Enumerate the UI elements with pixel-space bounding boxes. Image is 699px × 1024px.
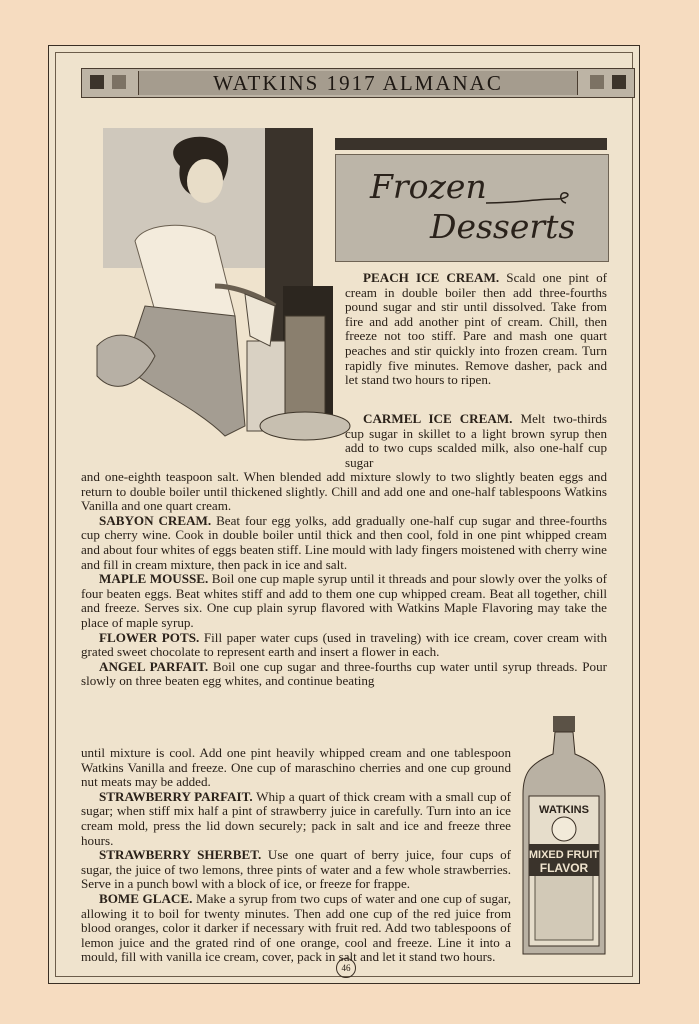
recipe-title: STRAWBERRY PARFAIT.: [99, 788, 253, 804]
recipe-body: Fill paper water cups (used in traveling) with ice cream, cover cream with grated sweet chocolate to represent earth and insert a flower in each.: [81, 629, 607, 660]
recipe-title: FLOWER POTS.: [99, 629, 200, 645]
recipe-strawberry-sherbet: [81, 848, 511, 892]
recipe-body: Scald one pint of cream in double boiler then add three-fourths pound sugar and stir until dissolved. Take from fire and add another pint of cream. Chill, then freeze not too stiff. Pare and mash one quart peaches and stir quickly into frozen cream. Turn rapidly five minutes. Remove dasher, pack and let stand two hours to ripen.: [345, 270, 607, 388]
recipe-title: BOME GLACE.: [99, 890, 193, 906]
bottle-label-line1: MIXED FRUIT: [528, 849, 600, 861]
recipe-angel-part2: [81, 746, 511, 790]
recipe-body: Whip a quart of thick cream with a small cup of sugar; when stiff mix half a pint of strawberry juice in carefully. Turn into an ice cream mold, press the lid down securely; pack in salt and ice and freeze three hours.: [81, 788, 511, 848]
banner-ornament: [112, 75, 126, 89]
recipe-flower-pots: [81, 631, 607, 660]
heading-line-2: Desserts: [430, 207, 576, 246]
recipe-sabyon: [81, 514, 607, 572]
recipe-body: Melt two-thirds cup sugar in skillet to a light brown syrup then add to two cups scalded milk, also one-half cup sugar: [345, 411, 607, 470]
recipe-title: PEACH ICE CREAM.: [363, 270, 500, 285]
recipe-title: ANGEL PARFAIT.: [99, 658, 209, 674]
banner-ornament: [590, 75, 604, 89]
banner-title: WATKINS 1917 ALMANAC: [138, 71, 578, 95]
bottle-brand: WATKINS: [539, 804, 589, 816]
recipe-body: Boil one cup maple syrup until it threads and pour slowly over the yolks of four beaten eggs. Beat whites stiff and add to them one cup whipped cream. Beat all together, chill and freeze. Serves six. One cup plain syrup flavored with Watkins Maple Flavoring may take the place of maple syrup.: [81, 571, 608, 630]
bottle-label-line2: FLAVOR: [539, 861, 589, 875]
recipe-bome-glace: [81, 892, 511, 965]
recipe-body: Use one quart of berry juice, four cups of sugar, the juice of two lemons, three pints of water and a few whole strawberries. Serve in a punch bowl with a block of ice, or freeze for frappe.: [81, 847, 511, 892]
recipe-body: Boil one cup sugar and three-fourths cup water until syrup threads. Pour slowly on three beaten egg whites, and continue beating: [81, 658, 608, 689]
section-heading-box: [335, 154, 609, 262]
almanac-banner: [81, 68, 635, 98]
recipe-body: Beat four egg yolks, add gradually one-half cup sugar and three-fourths cup cherry wine. Cook in double boiler until thick and then cool, fold in one pint whipped cream and about four whites of eggs beaten stiff. Line mould with lady fingers moistened with cherry wine and fill in cream mixture, then pack in ice and salt.: [81, 512, 607, 572]
recipe-body: and one-eighth teaspoon salt. When blended add mixture slowly to two slightly beaten eggs and return to double boiler until thickened slightly. Chill and add one and one-half tablespoons Watkins Vanilla and one quart cream.: [81, 469, 607, 514]
recipe-body: until mixture is cool. Add one pint heavily whipped cream and one tablespoon Watkins Vanilla and freeze. One cup of maraschino cherries and one cup ground nut meats may be added.: [81, 745, 511, 790]
recipe-body: Make a syrup from two cups of water and one cup of sugar, allowing it to boil for twenty minutes. Then add one cup of the red juice from blood oranges, color it darker if necessary with fruit red. Add two tablespoons of lemon juice and the grated rind of one orange, cool and freeze. Line it into a mould, fill with vanilla ice cream, cover, pack in salt and let it stand two hours.: [81, 890, 511, 965]
recipes-left-column: [81, 746, 511, 965]
banner-ornament: [612, 75, 626, 89]
page-number: 46: [336, 958, 356, 978]
banner-ornament: [90, 75, 104, 89]
recipe-title: SABYON CREAM.: [99, 512, 212, 528]
heading-line-1: Frozen: [370, 167, 487, 206]
almanac-page: [48, 45, 640, 984]
recipe-carmel-part1: [345, 412, 607, 470]
recipe-carmel-part2: [81, 470, 607, 514]
recipe-title: CARMEL ICE CREAM.: [363, 411, 513, 426]
recipe-maple: [81, 572, 607, 630]
recipes-full-width: [81, 470, 607, 689]
woman-with-ice-cream-freezer-illustration: [85, 126, 355, 446]
recipe-title: MAPLE MOUSSE.: [99, 571, 209, 587]
heading-top-bar: [335, 138, 607, 150]
recipe-strawberry-parfait: [81, 790, 511, 848]
watkins-flavor-bottle-illustration: [519, 714, 609, 964]
recipe-angel-part1: [81, 660, 607, 689]
recipe-peach: [345, 271, 607, 388]
recipe-title: STRAWBERRY SHERBET.: [99, 847, 262, 863]
